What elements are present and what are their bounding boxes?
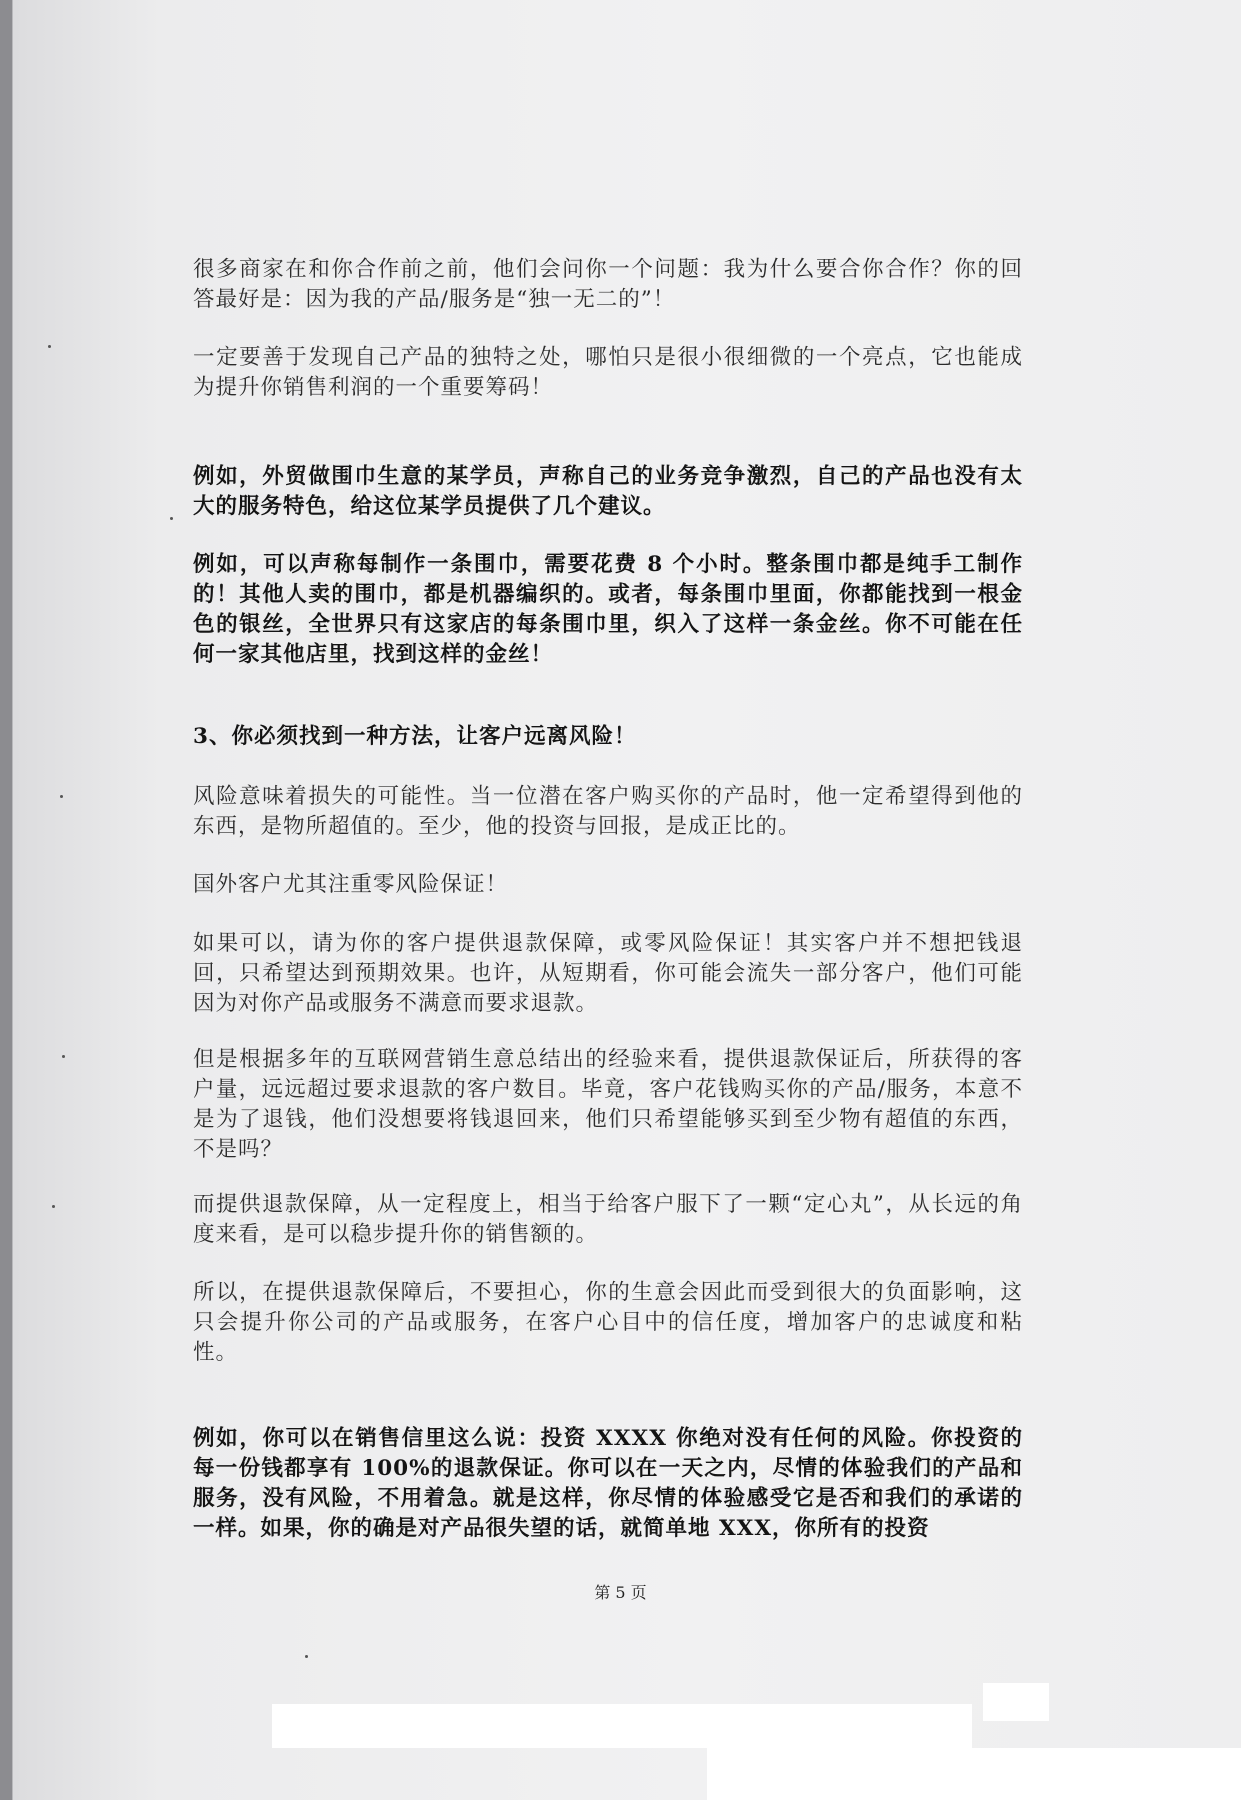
scan-speck: [305, 1655, 308, 1658]
paragraph-10: 所以，在提供退款保障后，不要担心，你的生意会因此而受到很大的负面影响，这只会提升你公司的产品或服务，在客户心目中的信任度，增加客户的忠诚度和粘性。: [193, 1280, 1023, 1365]
scan-speck: [48, 345, 51, 348]
paragraph-11: 例如，你可以在销售信里这么说：投资 XXXX 你绝对没有任何的风险。你投资的每一份钱都享有 100%的退款保证。你可以在一天之内，尽情的体验我们的产品和服务，没有风险，不用着急。就是这样，你尽情的体验感受它是否和我们的承诺的一样。如果，你的确是对产品很失望的话，就简单地 XXX，你所有的投资: [193, 1426, 1023, 1541]
scan-speck: [170, 517, 173, 520]
paragraph-6: 国外客户尤其注重零风险保证！: [193, 872, 509, 897]
redaction-block: [983, 1683, 1049, 1721]
paragraph-8: 但是根据多年的互联网营销生意总结出的经验来看，提供退款保证后，所获得的客户量，远远超过要求退款的客户数目。毕竟，客户花钱购买你的产品/服务，本意不是为了退钱，他们没想要将钱退回来，他们只希望能够买到至少物有超值的东西，不是吗？: [193, 1047, 1023, 1162]
paragraph-3: 例如，外贸做围巾生意的某学员，声称自己的业务竞争激烈，自己的产品也没有太大的服务特色，给这位某学员提供了几个建议。: [193, 464, 1023, 519]
scan-speck: [62, 1055, 65, 1058]
redaction-block: [272, 1704, 972, 1748]
redaction-block: [707, 1748, 1241, 1800]
paragraph-4: 例如，可以声称每制作一条围巾，需要花费 8 个小时。整条围巾都是纯手工制作的！其他人卖的围巾，都是机器编织的。或者，每条围巾里面，你都能找到一根金色的银丝，全世界只有这家店的每条围巾里，织入了这样一条金丝。你不可能在任何一家其他店里，找到这样的金丝！: [193, 552, 1023, 667]
paragraph-7: 如果可以，请为你的客户提供退款保障，或零风险保证！其实客户并不想把钱退回，只希望达到预期效果。也许，从短期看，你可能会流失一部分客户，他们可能因为对你产品或服务不满意而要求退款。: [193, 931, 1023, 1016]
paragraph-2: 一定要善于发现自己产品的独特之处，哪怕只是很小很细微的一个亮点，它也能成为提升你销售利润的一个重要筹码！: [193, 345, 1023, 400]
paragraph-9: 而提供退款保障，从一定程度上，相当于给客户服下了一颗“定心丸”，从长远的角度来看，是可以稳步提升你的销售额的。: [193, 1192, 1023, 1247]
section-heading-3: 3、你必须找到一种方法，让客户远离风险！: [193, 724, 637, 749]
page-number: 第 5 页: [594, 1583, 647, 1602]
paragraph-1: 很多商家在和你合作前之前，他们会问你一个问题：我为什么要合你合作？你的回答最好是：因为我的产品/服务是“独一无二的”！: [193, 257, 1023, 312]
scan-speck: [52, 1205, 55, 1208]
scan-speck: [60, 795, 63, 798]
paragraph-5: 风险意味着损失的可能性。当一位潜在客户购买你的产品时，他一定希望得到他的东西，是物所超值的。至少，他的投资与回报，是成正比的。: [193, 784, 1023, 839]
